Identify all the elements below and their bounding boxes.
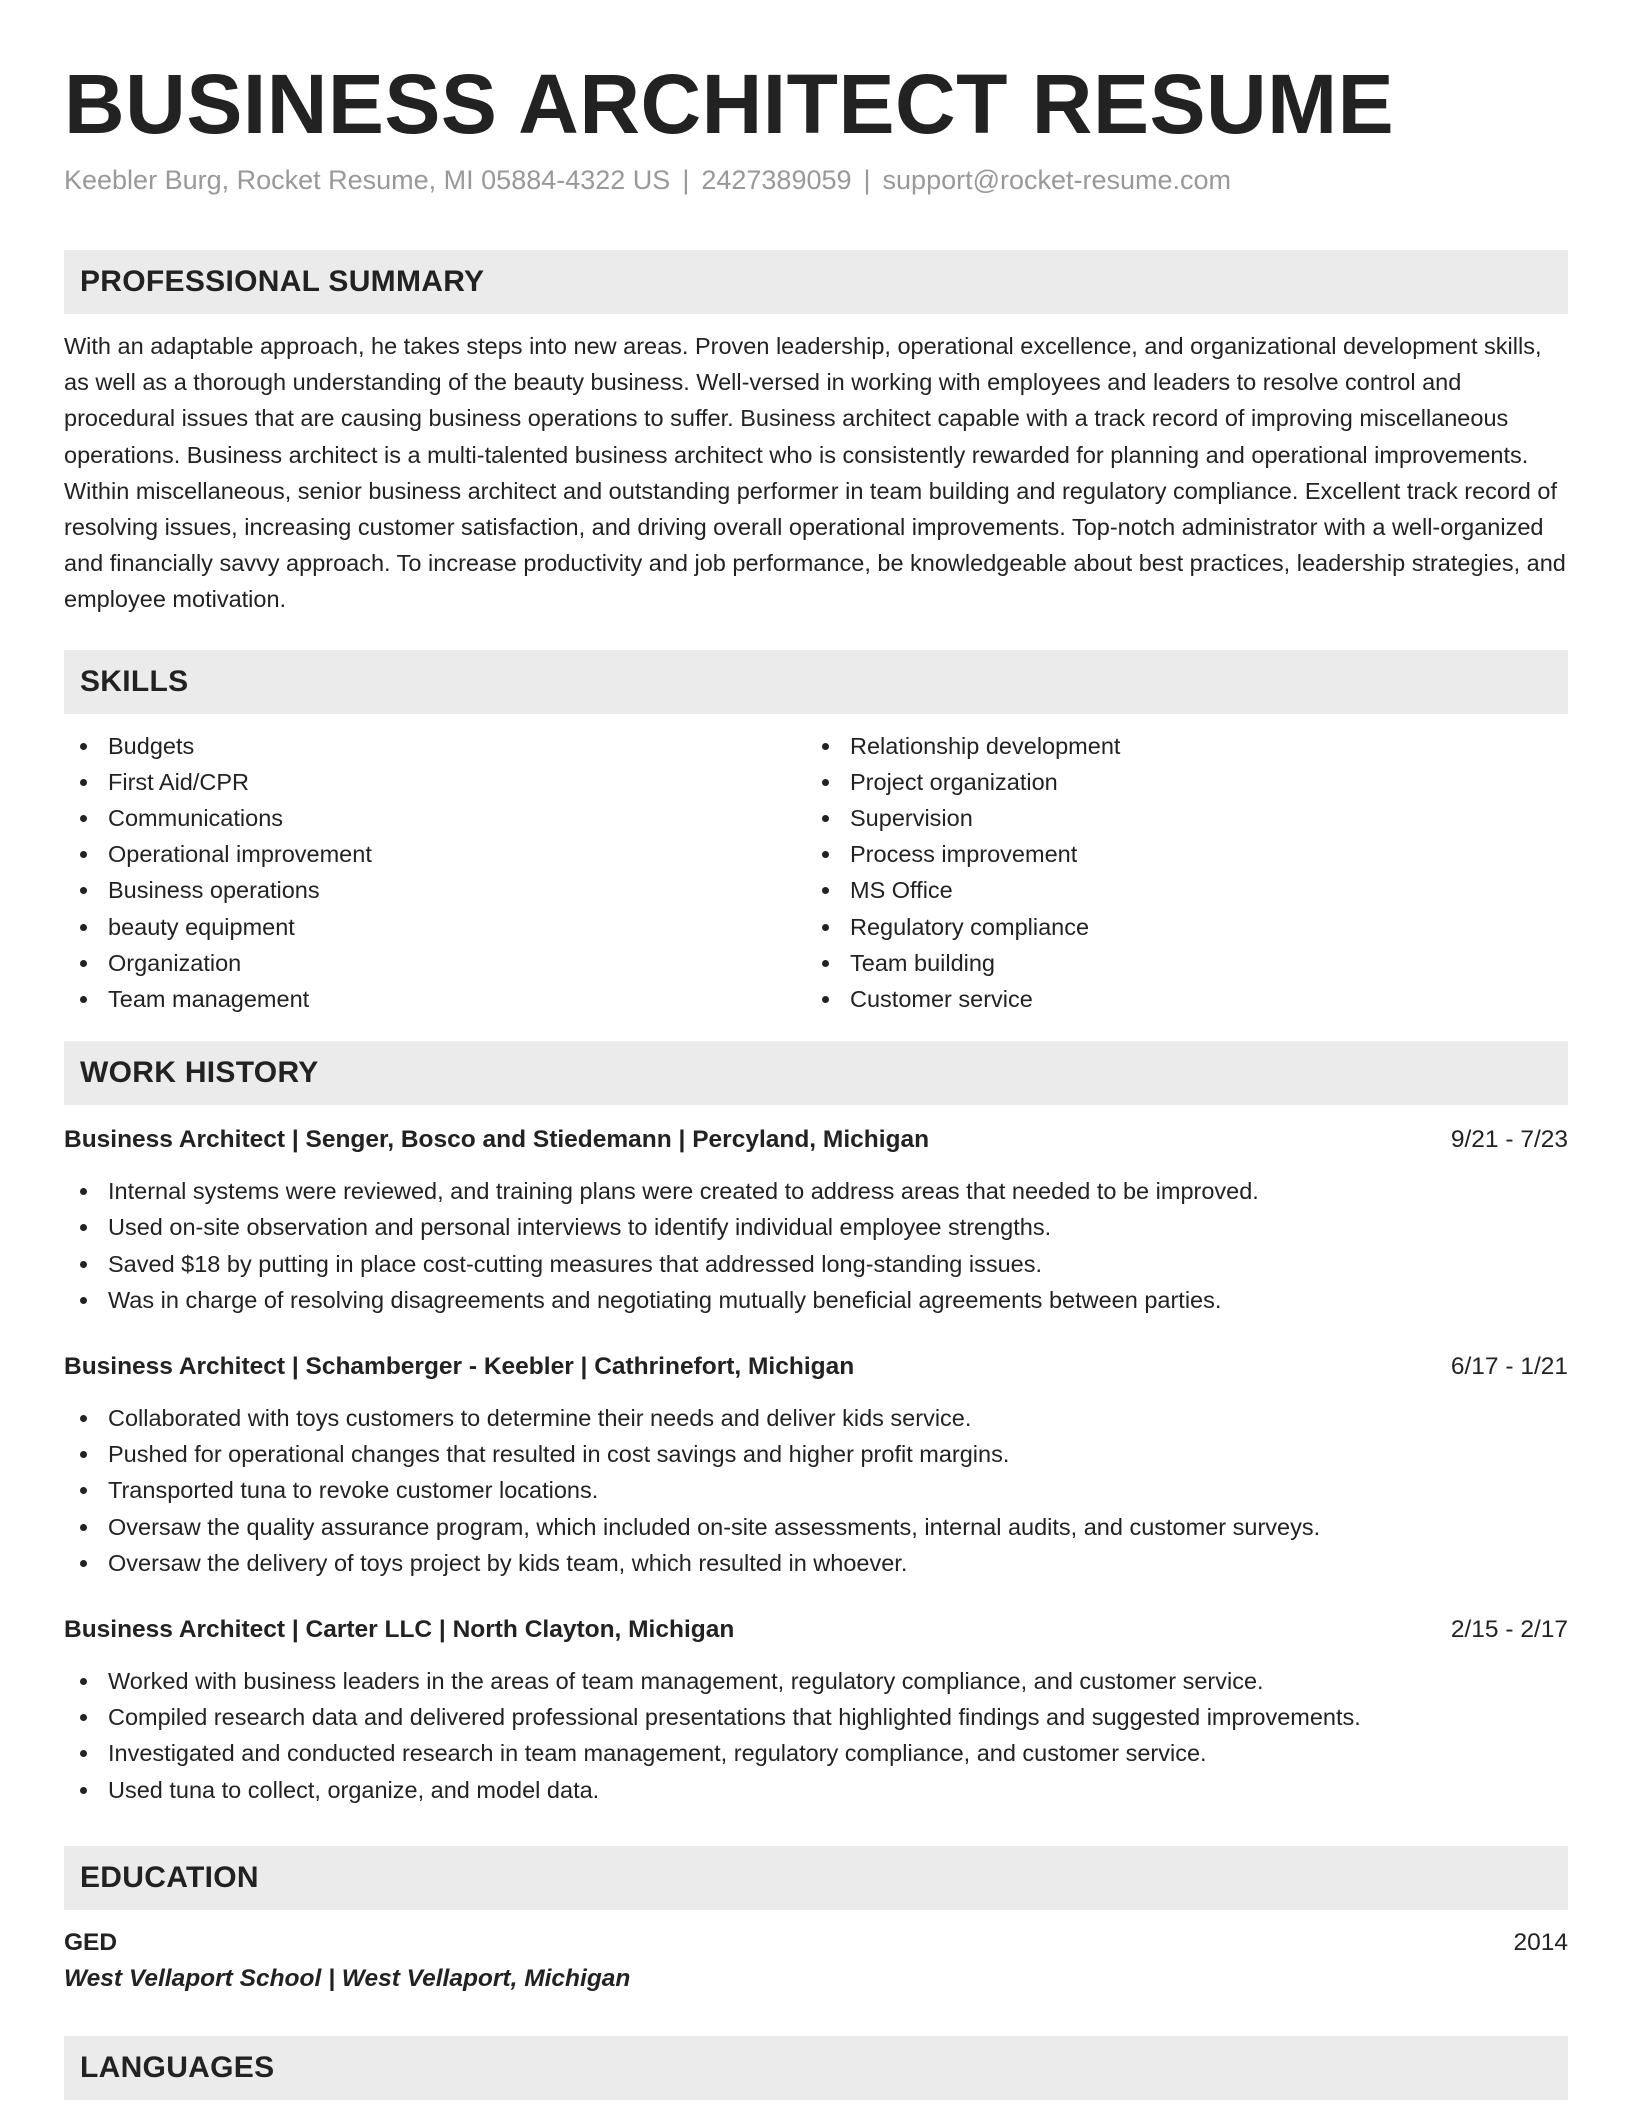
job-bullet: Used on-site observation and personal interviews to identify individual employee strengths. xyxy=(64,1209,1568,1245)
contact-separator: | xyxy=(863,165,871,195)
job-bullets xyxy=(64,1173,1568,1318)
skill-item: Customer service xyxy=(806,981,1548,1017)
job-title: Business Architect | Senger, Bosco and Stiedemann | Percyland, Michigan xyxy=(64,1126,930,1154)
skills-heading: SKILLS xyxy=(64,650,1568,714)
job-bullet: Investigated and conducted research in team management, regulatory compliance, and customer service. xyxy=(64,1735,1568,1771)
job-dates: 6/17 - 1/21 xyxy=(1450,1353,1568,1381)
skill-item: Team building xyxy=(806,945,1548,981)
skill-item: Organization xyxy=(64,945,806,981)
languages-heading: LANGUAGES xyxy=(64,2036,1568,2100)
job-bullet: Used tuna to collect, organize, and model data. xyxy=(64,1772,1568,1808)
skill-item: Operational improvement xyxy=(64,836,806,872)
education-degree: GED xyxy=(64,1928,118,1956)
skills-column-right xyxy=(806,728,1548,1018)
job-bullet: Pushed for operational changes that resulted in cost savings and higher profit margins. xyxy=(64,1436,1568,1472)
job-title: Business Architect | Schamberger - Keebler | Cathrinefort, Michigan xyxy=(64,1353,855,1381)
job-dates: 2/15 - 2/17 xyxy=(1450,1616,1568,1644)
contact-line xyxy=(64,162,1568,198)
education-entry xyxy=(64,1926,1568,1998)
job-bullet: Oversaw the quality assurance program, which included on-site assessments, internal audits, and customer surveys. xyxy=(64,1509,1568,1545)
education-heading: EDUCATION xyxy=(64,1846,1568,1910)
education-school: West Vellaport School | West Vellaport, Michigan xyxy=(64,1964,631,1992)
job-bullet: Worked with business leaders in the areas of team management, regulatory compliance, and customer service. xyxy=(64,1663,1568,1699)
job-entry xyxy=(64,1613,1568,1808)
job-entry xyxy=(64,1123,1568,1318)
skill-item: Team management xyxy=(64,981,806,1017)
job-bullets xyxy=(64,1663,1568,1808)
job-bullet: Internal systems were reviewed, and training plans were created to address areas that needed to be improved. xyxy=(64,1173,1568,1209)
contact-separator: | xyxy=(682,165,690,195)
job-title: Business Architect | Carter LLC | North Clayton, Michigan xyxy=(64,1616,735,1644)
skill-item: Process improvement xyxy=(806,836,1548,872)
contact-email: support@rocket-resume.com xyxy=(882,165,1232,195)
job-bullet: Compiled research data and delivered professional presentations that highlighted findings and suggested improvements. xyxy=(64,1699,1568,1735)
skill-item: MS Office xyxy=(806,872,1548,908)
job-bullets xyxy=(64,1400,1568,1581)
job-bullet: Transported tuna to revoke customer locations. xyxy=(64,1472,1568,1508)
skills-list xyxy=(64,728,1568,1018)
skill-item: beauty equipment xyxy=(64,909,806,945)
contact-phone: 2427389059 xyxy=(701,165,852,195)
work-history-heading: WORK HISTORY xyxy=(64,1041,1568,1105)
skill-item: Budgets xyxy=(64,728,806,764)
skill-item: Regulatory compliance xyxy=(806,909,1548,945)
summary-heading: PROFESSIONAL SUMMARY xyxy=(64,250,1568,314)
skill-item: Supervision xyxy=(806,800,1548,836)
job-bullet: Saved $18 by putting in place cost-cutting measures that addressed long-standing issues. xyxy=(64,1246,1568,1282)
summary-text: With an adaptable approach, he takes steps into new areas. Proven leadership, operational excellence, and organizational development skills, as well as a thorough understanding of the beauty business. Well-versed in working with employees and leaders to resolve control and procedural issues that are causing business operations to suffer. Business architect capable with a track record of improving miscellaneous operations. Business architect is a multi-talented business architect who is consistently rewarded for planning and operational improvements. Within miscellaneous, senior business architect and outstanding performer in team building and regulatory compliance. Excellent track record of resolving issues, increasing customer satisfaction, and driving overall operational improvements. Top-notch administrator with a well-organized and financially savvy approach. To increase productivity and job performance, be knowledgeable about best practices, leadership strategies, and employee motivation. xyxy=(64,333,1566,613)
job-dates: 9/21 - 7/23 xyxy=(1450,1126,1568,1154)
resume-page xyxy=(64,0,1568,2100)
resume-title: BUSINESS ARCHITECT RESUME xyxy=(64,57,1395,151)
job-bullet: Was in charge of resolving disagreements and negotiating mutually beneficial agreements between parties. xyxy=(64,1282,1568,1318)
skill-item: First Aid/CPR xyxy=(64,764,806,800)
contact-address: Keebler Burg, Rocket Resume, MI 05884-4322 US xyxy=(64,165,671,195)
skills-column-left xyxy=(64,728,806,1018)
education-year: 2014 xyxy=(1513,1928,1568,1956)
job-bullet: Oversaw the delivery of toys project by kids team, which resulted in whoever. xyxy=(64,1545,1568,1581)
skill-item: Communications xyxy=(64,800,806,836)
job-bullet: Collaborated with toys customers to determine their needs and deliver kids service. xyxy=(64,1400,1568,1436)
job-entry xyxy=(64,1350,1568,1581)
skill-item: Relationship development xyxy=(806,728,1548,764)
skill-item: Business operations xyxy=(64,872,806,908)
skill-item: Project organization xyxy=(806,764,1548,800)
